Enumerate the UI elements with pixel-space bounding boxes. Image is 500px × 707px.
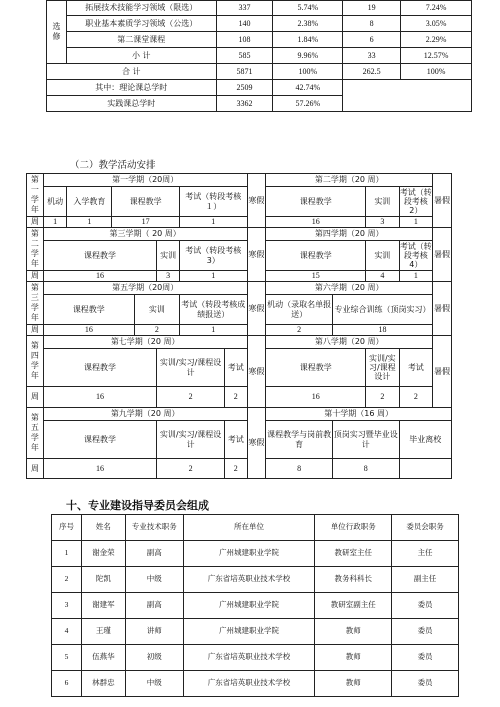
activity-cell: 实训 <box>366 241 399 271</box>
term-title: 第一学期（20周） <box>43 174 247 187</box>
summer-break: 暑假 <box>433 174 452 228</box>
winter-break: 寒假 <box>247 408 266 479</box>
activity-cell: 毕业离校 <box>399 421 451 459</box>
activity-cell: 课程教学 <box>266 187 366 217</box>
course-name: 职业基本素质学习领域（公选） <box>66 16 216 32</box>
week-label: 周 <box>27 271 44 282</box>
table-row <box>27 349 452 387</box>
activity-cell: 入学教育 <box>67 187 112 217</box>
activity-cell: 课程教学 <box>112 187 179 217</box>
column-header: 专业技术职务 <box>125 515 183 541</box>
table-row: 周 1 1 17 1 16 3 1 <box>27 217 452 228</box>
activity-cell: 考试 <box>399 349 433 387</box>
activity-cell: 实训/实习/课程设计 <box>366 349 399 387</box>
table-row <box>27 336 452 349</box>
activity-cell: 专业综合训练（顶岗实习） <box>332 295 432 325</box>
table-row: 5 伍燕华 初级 广东省培英职业技术学校 教师 委员 <box>52 645 459 671</box>
activity-cell: 课程教学 <box>43 349 156 387</box>
table-row: 周 16 2 1 2 18 <box>27 325 452 336</box>
summer-break: 暑假 <box>433 282 452 336</box>
column-header: 委员会职务 <box>392 515 459 541</box>
table-row <box>27 421 452 459</box>
term-title: 第五学期（20周） <box>43 282 247 295</box>
activity-cell: 课程教学 <box>43 295 134 325</box>
activity-cell: 考试（转段考核 2） <box>399 187 432 216</box>
subtotal-label: 小 计 <box>66 48 216 64</box>
term-title: 第七学期（20 周） <box>43 336 247 349</box>
activity-cell: 实训 <box>366 187 399 217</box>
term-title: 第二学期（20 周） <box>266 174 433 187</box>
summer-break: 暑假 <box>433 228 452 282</box>
term-title: 第十学期（16 周） <box>266 408 452 421</box>
activity-cell: 课程教学 <box>266 349 366 387</box>
activity-cell: 实训 <box>134 295 179 325</box>
schedule-table <box>26 173 452 479</box>
term-title: 第六学期（20 周） <box>266 282 433 295</box>
column-header: 姓名 <box>81 515 125 541</box>
activity-cell: 机动 <box>43 187 67 217</box>
activity-cell: 实训/实习/课程设计 <box>157 421 225 459</box>
course-hours-table <box>46 0 472 112</box>
table-row: 周 16 2 2 16 2 2 <box>27 387 452 408</box>
table-row: 2 陀凯 中级 广东省培英职业技术学校 教务科科长 副主任 <box>52 567 459 593</box>
activity-cell: 实训 <box>157 241 180 271</box>
table-header-row <box>52 515 459 541</box>
column-header: 单位行政职务 <box>315 515 392 541</box>
activity-cell: 考试 <box>224 421 247 459</box>
table-row <box>27 241 452 271</box>
winter-break: 寒假 <box>247 336 266 408</box>
table-row: 4 王瑾 讲师 广州城建职业学院 教师 委员 <box>52 619 459 645</box>
schedule-heading: （二）教学活动安排 <box>70 160 156 171</box>
week-label: 周 <box>27 459 44 479</box>
winter-break: 寒假 <box>247 282 266 336</box>
table-row: 职业基本素质学习领域（公选） 140 2.38% 8 3.05% <box>47 16 472 32</box>
activity-cell: 课程教学 <box>266 241 366 271</box>
table-row: 6 林群忠 中级 广东省培英职业技术学校 教师 委员 <box>52 671 459 697</box>
activity-cell: 实训/实习/课程设计 <box>157 349 225 387</box>
activity-cell: 考试（转段考核 4） <box>399 241 432 270</box>
year-label: 第一学年 <box>27 174 44 217</box>
year-label: 第三学年 <box>27 282 44 325</box>
activity-cell: 考试（转段考核１） <box>179 187 247 217</box>
theory-label: 其中：理论课总学时 <box>47 80 217 96</box>
group-label: 选 修 <box>47 1 67 64</box>
table-row <box>27 187 452 217</box>
activity-cell: 课程教学与岗前教育 <box>266 421 333 459</box>
table-row: 第二课堂课程 108 1.84% 6 2.29% <box>47 32 472 48</box>
activity-cell: 课程教学 <box>43 421 156 459</box>
table-row <box>27 408 452 421</box>
practice-label: 实践课总学时 <box>47 96 217 112</box>
table-row <box>27 295 452 325</box>
activity-cell: 机动（录取名单报送） <box>266 295 333 325</box>
term-title: 第三学期（ 20 周） <box>43 228 247 241</box>
week-label: 周 <box>27 217 44 228</box>
committee-table <box>51 514 459 697</box>
table-row: 小 计 585 9.96% 33 12.57% <box>47 48 472 64</box>
course-name: 拓展技术技能学习领域（限选） <box>66 1 216 16</box>
activity-cell: 考试（转段考核成绩报送） <box>179 295 247 325</box>
table-row: 周 16 2 2 8 8 <box>27 459 452 479</box>
week-label: 周 <box>27 325 44 336</box>
table-row: 其中：理论课总学时 2509 42.74% <box>47 80 472 96</box>
table-row <box>27 228 452 241</box>
activity-cell: 考试（转段考核 3） <box>179 241 247 271</box>
table-row <box>27 282 452 295</box>
activity-cell: 课程教学 <box>43 241 156 271</box>
table-row: 实践课总学时 3362 57.26% <box>47 96 472 112</box>
term-title: 第八学期（20 周） <box>266 336 433 349</box>
table-row: 1 谢金荣 副高 广州城建职业学院 教研室主任 主任 <box>52 541 459 567</box>
winter-break: 寒假 <box>247 228 266 282</box>
year-label: 第二学年 <box>27 228 44 271</box>
table-row: 3 谢建军 副高 广州城建职业学院 教研室副主任 委员 <box>52 593 459 619</box>
activity-cell: 顶岗实习暨毕业设计 <box>332 421 399 459</box>
term-title: 第九学期（20 周） <box>43 408 247 421</box>
table-row <box>27 174 452 187</box>
winter-break: 寒假 <box>247 174 266 228</box>
table-row: 合 计 5871 100% 262.5 100% <box>47 64 472 80</box>
total-label: 合 计 <box>47 64 217 80</box>
summer-break: 暑假 <box>433 336 452 408</box>
committee-heading: 十、专业建设指导委员会组成 <box>66 499 209 512</box>
table-row: 选 修 拓展技术技能学习领域（限选） 337 5.74% 19 7.24% <box>47 1 472 16</box>
week-label: 周 <box>27 387 44 408</box>
term-title: 第四学期（20 周） <box>266 228 433 241</box>
table-row: 周 16 3 1 15 4 1 <box>27 271 452 282</box>
year-label: 第五学年 <box>27 408 44 459</box>
activity-cell: 考试 <box>224 349 247 387</box>
column-header: 序号 <box>52 515 82 541</box>
empty-cell <box>343 80 472 112</box>
course-name: 第二课堂课程 <box>66 32 216 48</box>
column-header: 所在单位 <box>183 515 315 541</box>
year-label: 第四学年 <box>27 336 44 387</box>
